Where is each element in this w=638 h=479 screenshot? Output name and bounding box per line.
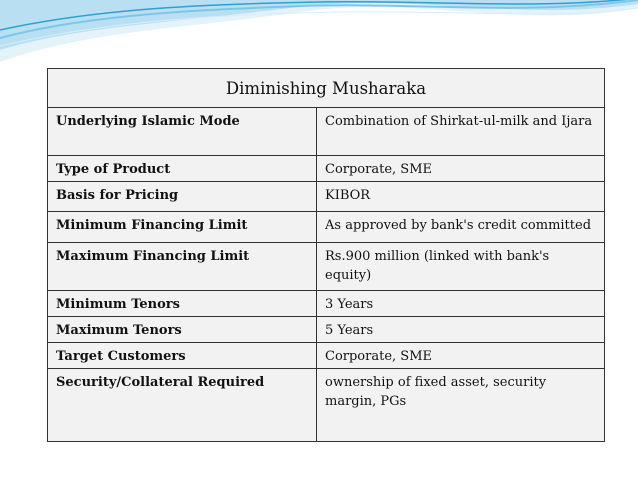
- row-label: Underlying Islamic Mode: [48, 108, 317, 155]
- table-row: [48, 342, 604, 368]
- table-row: [48, 181, 604, 211]
- table-row: [48, 290, 604, 316]
- row-label: Maximum Tenors: [48, 316, 317, 342]
- row-value: Combination of Shirkat-ul-milk and Ijara: [325, 114, 593, 129]
- row-value: Corporate, SME: [317, 155, 605, 181]
- table-row: [48, 211, 604, 242]
- row-label: Maximum Financing Limit: [48, 242, 317, 290]
- row-label: Security/Collateral Required: [48, 368, 317, 441]
- musharaka-table: [47, 68, 605, 442]
- table-row: [48, 316, 604, 342]
- row-label: Minimum Tenors: [48, 290, 317, 316]
- details-table: [48, 108, 604, 441]
- row-value: ownership of fixed asset, security margin, PGs: [317, 368, 605, 441]
- table-title: Diminishing Musharaka: [48, 69, 604, 108]
- row-label: Type of Product: [48, 155, 317, 181]
- table-row: [48, 108, 604, 155]
- table-row: [48, 155, 604, 181]
- row-value: 5 Years: [317, 316, 605, 342]
- table-row: [48, 368, 604, 441]
- row-label: Basis for Pricing: [48, 181, 317, 211]
- row-value: 3 Years: [317, 290, 605, 316]
- row-value: KIBOR: [317, 181, 605, 211]
- row-label: Target Customers: [48, 342, 317, 368]
- row-value: Rs.900 million (linked with bank's equity): [317, 242, 605, 290]
- row-value: Corporate, SME: [317, 342, 605, 368]
- row-label: Minimum Financing Limit: [48, 211, 317, 242]
- table-row: [48, 242, 604, 290]
- row-value: As approved by bank's credit committed: [317, 211, 605, 242]
- header-wave-decoration: [0, 0, 638, 70]
